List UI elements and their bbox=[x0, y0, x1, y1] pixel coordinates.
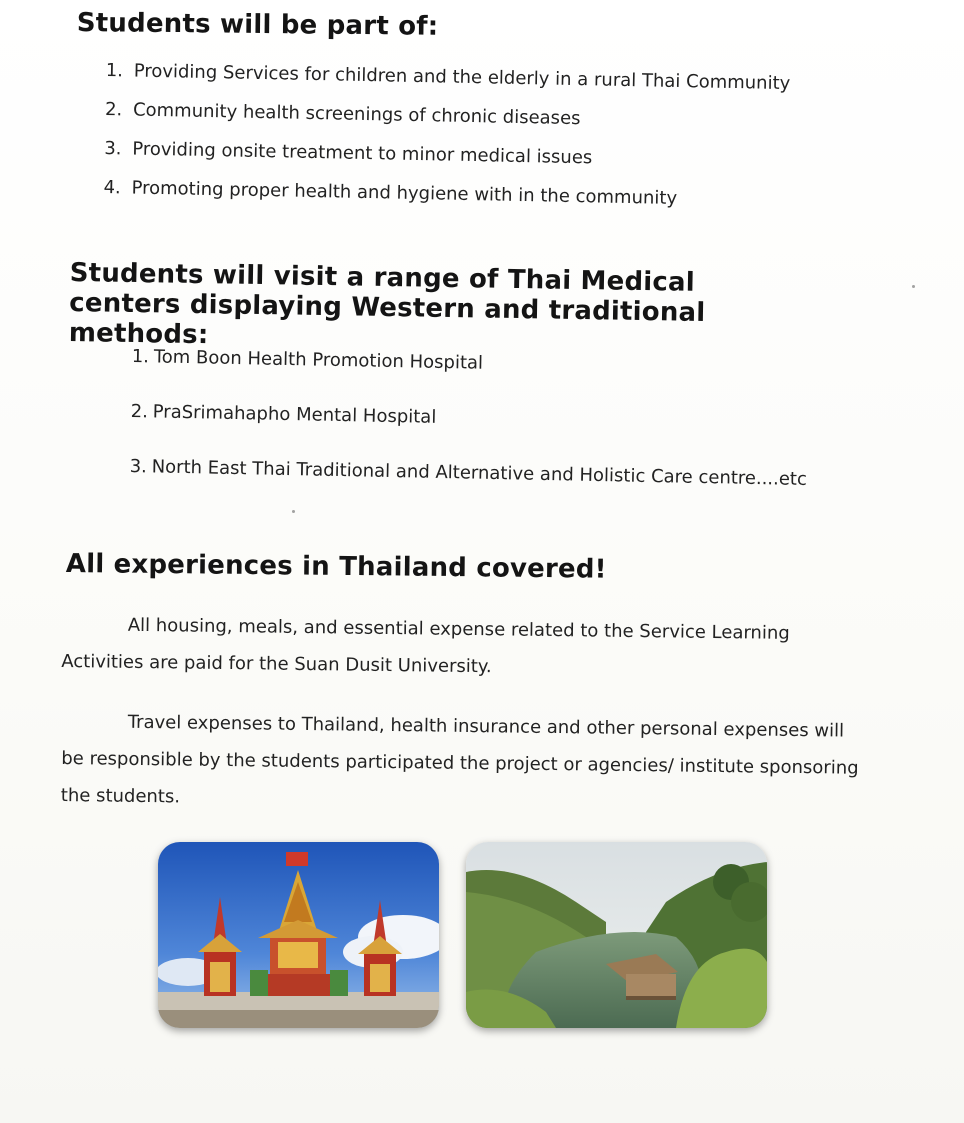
list-item-text: Providing Services for children and the elderly in a rural Thai Community bbox=[133, 60, 791, 95]
list-item-number: 1. bbox=[131, 346, 150, 368]
travel-expenses-paragraph: Travel expenses to Thailand, health insurance and other personal expenses will be responsible by the students participated the project or agencies/ institute sponsoring the students. bbox=[60, 711, 859, 808]
temple-illustration bbox=[158, 842, 439, 1028]
list-item-text: North East Thai Traditional and Alternative and Holistic Care centre....etc bbox=[151, 456, 808, 490]
river-illustration bbox=[466, 842, 767, 1028]
participation-list bbox=[103, 60, 790, 229]
paper-speck bbox=[292, 510, 295, 513]
list-item-text: Community health screenings of chronic diseases bbox=[132, 99, 581, 130]
list-item-text: Tom Boon Health Promotion Hospital bbox=[153, 346, 484, 374]
housing-meals-paragraph: All housing, meals, and essential expense related to the Service Learning Activities are paid for the Suan Dusit University. bbox=[61, 614, 790, 678]
list-item-text: Providing onsite treatment to minor medical issues bbox=[132, 138, 593, 169]
medical-centers-list bbox=[129, 346, 809, 524]
list-item-number: 1. bbox=[105, 60, 124, 82]
list-item-number: 2. bbox=[130, 400, 149, 423]
list-item-number: 4. bbox=[103, 176, 121, 199]
paper-speck bbox=[912, 285, 915, 288]
expenses-heading: All experiences in Thailand covered! bbox=[65, 549, 607, 585]
list-item-text: PraSrimahapho Mental Hospital bbox=[152, 401, 437, 428]
list-item-number: 3. bbox=[104, 137, 122, 160]
medical-centers-heading: Students will visit a range of Thai Medical centers displaying Western and traditional methods: bbox=[68, 258, 706, 351]
list-item bbox=[129, 456, 807, 524]
river-landscape-photo bbox=[466, 842, 767, 1028]
list-item-text: Promoting proper health and hygiene with in the community bbox=[131, 177, 678, 209]
list-item-number: 3. bbox=[129, 455, 148, 478]
thai-temple-photo bbox=[158, 842, 439, 1028]
participation-heading: Students will be part of: bbox=[76, 8, 439, 42]
list-item-number: 2. bbox=[104, 98, 123, 121]
